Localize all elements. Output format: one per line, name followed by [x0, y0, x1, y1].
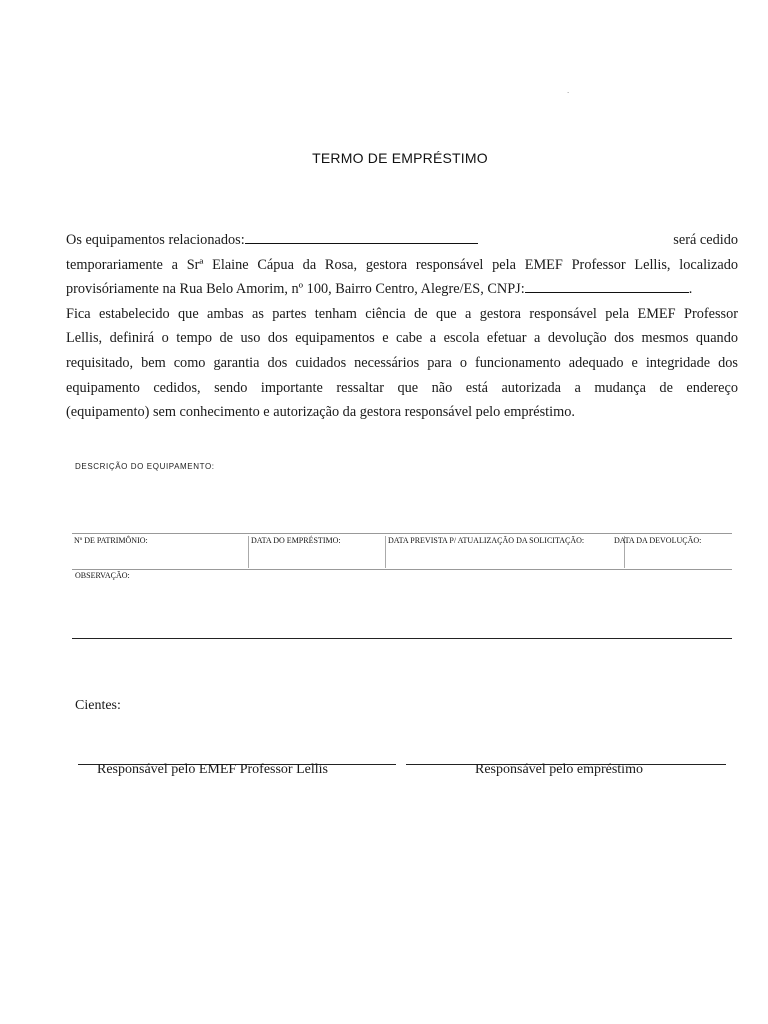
borrower-signature-label: Responsável pelo empréstimo: [475, 762, 643, 777]
paragraph-line-2: temporariamente a Srª Elaine Cápua da Rosa, gestora responsável pela EMEF Professor Lellis, localizado: [66, 256, 738, 273]
return-date-label: DATA DA DEVOLUÇÃO:: [614, 536, 702, 545]
paragraph-line-5: Lellis, definirá o tempo de uso dos equipamentos e cabe a escola efetuar a devolução dos mesmos quando: [66, 330, 738, 347]
paragraph-line-1-end: será cedido: [673, 232, 738, 248]
equipment-description-label: DESCRIÇÃO DO EQUIPAMENTO:: [75, 462, 215, 471]
paragraph-line-1-start: Os equipamentos relacionados:: [66, 232, 245, 248]
form-row-rule: [72, 569, 732, 570]
column-divider: [385, 536, 386, 568]
paragraph-line-7: equipamento cedidos, sendo importante ressaltar que não está autorizada a mudança de endereço: [66, 379, 738, 396]
observation-label: OBSERVAÇÃO:: [75, 571, 130, 580]
observation-line: [72, 638, 732, 639]
column-divider: [248, 536, 249, 568]
cnpj-blank: [525, 278, 689, 293]
equipment-blank: [245, 229, 478, 244]
paragraph-line-4: Fica estabelecido que ambas as partes tenham ciência de que a gestora responsável pela EMEF Professor: [66, 305, 738, 322]
terms-paragraph: [66, 228, 738, 425]
paragraph-line-6: requisitado, bem como garantia dos cuidados necessários para o funcionamento adequado e integridade dos: [66, 354, 738, 371]
paragraph-line-3: [66, 277, 738, 302]
acknowledged-label: Cientes:: [75, 698, 121, 713]
paragraph-line-3-start: provisóriamente na Rua Belo Amorim, nº 100, Bairro Centro, Alegre/ES, CNPJ:: [66, 281, 525, 298]
loan-date-label: DATA DO EMPRÉSTIMO:: [251, 536, 341, 545]
corner-mark: .: [567, 86, 570, 95]
paragraph-line-1-group: [66, 228, 478, 253]
paragraph-line-3-end: .: [688, 281, 693, 298]
school-signature-label: Responsável pelo EMEF Professor Lellis: [97, 762, 328, 777]
expected-update-date-label: DATA PREVISTA P/ ATUALIZAÇÃO DA SOLICITAÇÃO:: [388, 536, 585, 545]
paragraph-line-1: [66, 228, 738, 253]
paragraph-line-8: (equipamento) sem conhecimento e autorização da gestora responsável pelo empréstimo.: [66, 404, 575, 421]
document-title: TERMO DE EMPRÉSTIMO: [312, 150, 488, 166]
patrimony-number-label: Nº DE PATRIMÔNIO:: [74, 536, 148, 545]
form-table-top-rule: [72, 533, 732, 534]
